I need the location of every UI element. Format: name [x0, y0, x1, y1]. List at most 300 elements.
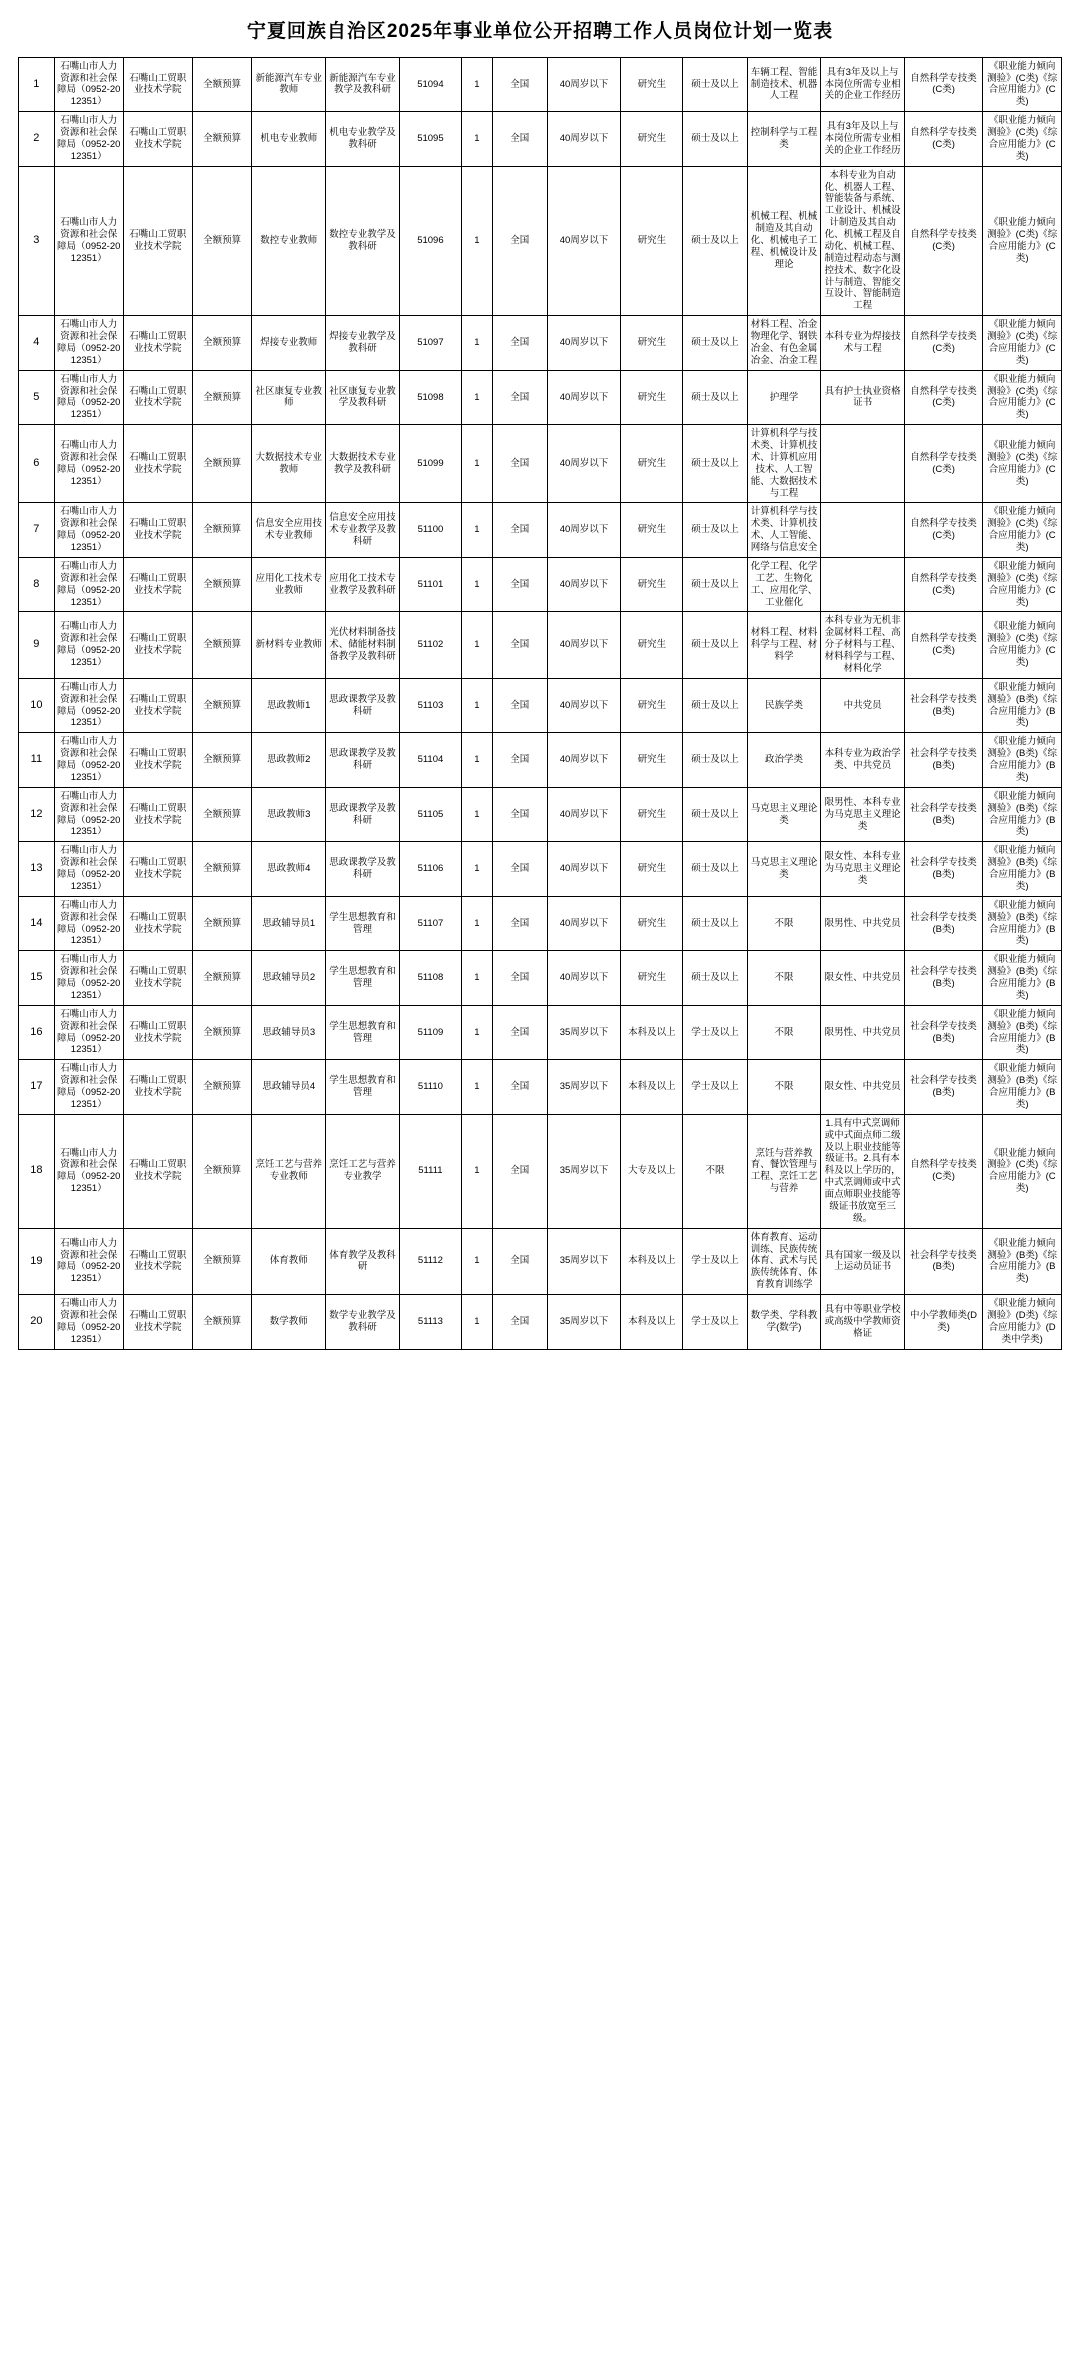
- cell-hire-count: 1: [461, 678, 492, 733]
- cell-other-conditions: 具有护士执业资格证书: [821, 370, 904, 425]
- cell-position-desc: 光伏材料制备技术、储能材料制备教学及教科研: [326, 612, 400, 678]
- cell-hire-scope: 全国: [492, 57, 547, 112]
- cell-other-conditions: 本科专业为焊接技术与工程: [821, 316, 904, 371]
- cell-major-requirement: 材料工程、冶金物理化学、钢铁冶金、有色金属冶金、冶金工程: [747, 316, 821, 371]
- cell-age-requirement: 40周岁以下: [547, 842, 621, 897]
- cell-position-desc: 焊接专业教学及教科研: [326, 316, 400, 371]
- cell-hire-count: 1: [461, 425, 492, 503]
- cell-row-index: 4: [19, 316, 55, 371]
- cell-other-conditions: 限男性、本科专业为马克思主义理论类: [821, 787, 904, 842]
- cell-dept: 石嘴山市人力资源和社会保障局（0952-2012351）: [54, 1060, 123, 1115]
- cell-degree-requirement: 硕士及以上: [683, 425, 747, 503]
- cell-degree-requirement: 硕士及以上: [683, 896, 747, 951]
- cell-funding: 全额预算: [192, 1114, 252, 1228]
- cell-dept: 石嘴山市人力资源和社会保障局（0952-2012351）: [54, 678, 123, 733]
- cell-row-index: 19: [19, 1228, 55, 1294]
- cell-other-conditions: 限女性、中共党员: [821, 951, 904, 1006]
- cell-position-code: 51105: [399, 787, 461, 842]
- cell-exam-subject: 《职业能力倾向测验》(C类)《综合应用能力》(C类): [983, 425, 1062, 503]
- cell-major-requirement: 计算机科学与技术类、计算机技术、人工智能、网络与信息安全: [747, 503, 821, 558]
- cell-position-desc: 学生思想教育和管理: [326, 1005, 400, 1060]
- cell-position-desc: 机电专业教学及教科研: [326, 112, 400, 167]
- cell-education-requirement: 研究生: [621, 370, 683, 425]
- cell-row-index: 6: [19, 425, 55, 503]
- cell-position-category: 社会科学专技类(B类): [904, 842, 983, 897]
- cell-row-index: 12: [19, 787, 55, 842]
- table-row: [19, 1005, 1062, 1060]
- table-row: [19, 166, 1062, 316]
- cell-education-requirement: 研究生: [621, 678, 683, 733]
- cell-hire-count: 1: [461, 787, 492, 842]
- cell-major-requirement: 数学类、学科教学(数学): [747, 1295, 821, 1350]
- cell-position-code: 51113: [399, 1295, 461, 1350]
- cell-other-conditions: 本科专业为政治学类、中共党员: [821, 733, 904, 788]
- cell-degree-requirement: 硕士及以上: [683, 678, 747, 733]
- table-row: [19, 896, 1062, 951]
- cell-unit: 石嘴山工贸职业技术学院: [123, 733, 192, 788]
- cell-exam-subject: 《职业能力倾向测验》(B类)《综合应用能力》(B类): [983, 733, 1062, 788]
- cell-age-requirement: 40周岁以下: [547, 166, 621, 316]
- cell-funding: 全额预算: [192, 1060, 252, 1115]
- cell-position-category: 自然科学专技类(C类): [904, 503, 983, 558]
- cell-funding: 全额预算: [192, 612, 252, 678]
- cell-age-requirement: 40周岁以下: [547, 951, 621, 1006]
- cell-hire-count: 1: [461, 557, 492, 612]
- table-row: [19, 370, 1062, 425]
- cell-position-name: 大数据技术专业教师: [252, 425, 326, 503]
- cell-major-requirement: 不限: [747, 951, 821, 1006]
- cell-degree-requirement: 不限: [683, 1114, 747, 1228]
- cell-funding: 全额预算: [192, 1228, 252, 1294]
- cell-position-category: 自然科学专技类(C类): [904, 112, 983, 167]
- cell-row-index: 10: [19, 678, 55, 733]
- cell-dept: 石嘴山市人力资源和社会保障局（0952-2012351）: [54, 842, 123, 897]
- cell-funding: 全额预算: [192, 557, 252, 612]
- cell-degree-requirement: 硕士及以上: [683, 370, 747, 425]
- cell-position-category: 自然科学专技类(C类): [904, 166, 983, 316]
- cell-dept: 石嘴山市人力资源和社会保障局（0952-2012351）: [54, 1005, 123, 1060]
- cell-row-index: 17: [19, 1060, 55, 1115]
- cell-position-name: 思政辅导员3: [252, 1005, 326, 1060]
- cell-position-category: 自然科学专技类(C类): [904, 557, 983, 612]
- cell-row-index: 2: [19, 112, 55, 167]
- table-row: [19, 733, 1062, 788]
- cell-unit: 石嘴山工贸职业技术学院: [123, 787, 192, 842]
- cell-funding: 全额预算: [192, 316, 252, 371]
- cell-major-requirement: 烹饪与营养教育、餐饮管理与工程、烹饪工艺与营养: [747, 1114, 821, 1228]
- cell-funding: 全额预算: [192, 166, 252, 316]
- cell-funding: 全额预算: [192, 503, 252, 558]
- cell-position-code: 51104: [399, 733, 461, 788]
- cell-hire-scope: 全国: [492, 951, 547, 1006]
- cell-row-index: 18: [19, 1114, 55, 1228]
- cell-hire-scope: 全国: [492, 896, 547, 951]
- cell-row-index: 14: [19, 896, 55, 951]
- cell-exam-subject: 《职业能力倾向测验》(B类)《综合应用能力》(B类): [983, 1228, 1062, 1294]
- cell-unit: 石嘴山工贸职业技术学院: [123, 896, 192, 951]
- cell-position-desc: 大数据技术专业教学及教科研: [326, 425, 400, 503]
- cell-hire-scope: 全国: [492, 112, 547, 167]
- cell-degree-requirement: 学士及以上: [683, 1060, 747, 1115]
- cell-exam-subject: 《职业能力倾向测验》(B类)《综合应用能力》(B类): [983, 1005, 1062, 1060]
- cell-position-category: 社会科学专技类(B类): [904, 896, 983, 951]
- table-row: [19, 1295, 1062, 1350]
- cell-major-requirement: 体育教育、运动训练、民族传统体育、武术与民族传统体育、体育教育训练学: [747, 1228, 821, 1294]
- cell-major-requirement: 不限: [747, 896, 821, 951]
- cell-age-requirement: 40周岁以下: [547, 678, 621, 733]
- cell-education-requirement: 本科及以上: [621, 1228, 683, 1294]
- cell-education-requirement: 本科及以上: [621, 1060, 683, 1115]
- cell-hire-scope: 全国: [492, 678, 547, 733]
- cell-row-index: 9: [19, 612, 55, 678]
- cell-exam-subject: 《职业能力倾向测验》(C类)《综合应用能力》(C类): [983, 1114, 1062, 1228]
- cell-dept: 石嘴山市人力资源和社会保障局（0952-2012351）: [54, 425, 123, 503]
- table-row: [19, 316, 1062, 371]
- cell-dept: 石嘴山市人力资源和社会保障局（0952-2012351）: [54, 1114, 123, 1228]
- cell-position-category: 社会科学专技类(B类): [904, 678, 983, 733]
- cell-funding: 全额预算: [192, 370, 252, 425]
- cell-major-requirement: 计算机科学与技术类、计算机技术、计算机应用技术、人工智能、大数据技术与工程: [747, 425, 821, 503]
- cell-dept: 石嘴山市人力资源和社会保障局（0952-2012351）: [54, 1295, 123, 1350]
- cell-hire-scope: 全国: [492, 557, 547, 612]
- cell-position-desc: 社区康复专业教学及教科研: [326, 370, 400, 425]
- cell-position-category: 自然科学专技类(C类): [904, 612, 983, 678]
- cell-position-code: 51098: [399, 370, 461, 425]
- page-title: 宁夏回族自治区2025年事业单位公开招聘工作人员岗位计划一览表: [246, 21, 834, 42]
- cell-position-name: 思政教师1: [252, 678, 326, 733]
- cell-other-conditions: 具有3年及以上与本岗位所需专业相关的企业工作经历: [821, 112, 904, 167]
- cell-age-requirement: 35周岁以下: [547, 1005, 621, 1060]
- cell-unit: 石嘴山工贸职业技术学院: [123, 503, 192, 558]
- cell-position-code: 51094: [399, 57, 461, 112]
- cell-education-requirement: 研究生: [621, 316, 683, 371]
- cell-position-desc: 应用化工技术专业教学及教科研: [326, 557, 400, 612]
- cell-position-code: 51097: [399, 316, 461, 371]
- cell-degree-requirement: 硕士及以上: [683, 166, 747, 316]
- cell-other-conditions: [821, 503, 904, 558]
- cell-funding: 全额预算: [192, 951, 252, 1006]
- cell-position-code: 51095: [399, 112, 461, 167]
- cell-exam-subject: 《职业能力倾向测验》(B类)《综合应用能力》(B类): [983, 678, 1062, 733]
- cell-education-requirement: 研究生: [621, 787, 683, 842]
- cell-position-name: 思政辅导员4: [252, 1060, 326, 1115]
- cell-row-index: 3: [19, 166, 55, 316]
- cell-hire-count: 1: [461, 842, 492, 897]
- cell-age-requirement: 40周岁以下: [547, 425, 621, 503]
- cell-position-name: 社区康复专业教师: [252, 370, 326, 425]
- cell-hire-scope: 全国: [492, 503, 547, 558]
- cell-hire-count: 1: [461, 166, 492, 316]
- cell-age-requirement: 40周岁以下: [547, 557, 621, 612]
- cell-dept: 石嘴山市人力资源和社会保障局（0952-2012351）: [54, 787, 123, 842]
- cell-position-name: 思政教师4: [252, 842, 326, 897]
- cell-hire-count: 1: [461, 896, 492, 951]
- cell-position-category: 社会科学专技类(B类): [904, 1228, 983, 1294]
- cell-unit: 石嘴山工贸职业技术学院: [123, 1295, 192, 1350]
- cell-age-requirement: 40周岁以下: [547, 112, 621, 167]
- cell-position-desc: 信息安全应用技术专业教学及教科研: [326, 503, 400, 558]
- cell-funding: 全额预算: [192, 57, 252, 112]
- cell-position-name: 焊接专业教师: [252, 316, 326, 371]
- cell-age-requirement: 40周岁以下: [547, 896, 621, 951]
- cell-position-code: 51107: [399, 896, 461, 951]
- table-row: [19, 951, 1062, 1006]
- cell-other-conditions: 限女性、中共党员: [821, 1060, 904, 1115]
- cell-other-conditions: 中共党员: [821, 678, 904, 733]
- table-row: [19, 503, 1062, 558]
- cell-row-index: 16: [19, 1005, 55, 1060]
- cell-other-conditions: 1.具有中式烹调师或中式面点师二级及以上职业技能等级证书。2.具有本科及以上学历的，中式烹调师或中式面点师职业技能等级证书放宽至三级。: [821, 1114, 904, 1228]
- cell-position-name: 思政教师3: [252, 787, 326, 842]
- cell-position-desc: 思政课教学及教科研: [326, 733, 400, 788]
- cell-row-index: 20: [19, 1295, 55, 1350]
- cell-funding: 全额预算: [192, 425, 252, 503]
- cell-hire-count: 1: [461, 316, 492, 371]
- cell-other-conditions: 限男性、中共党员: [821, 1005, 904, 1060]
- cell-major-requirement: 政治学类: [747, 733, 821, 788]
- cell-unit: 石嘴山工贸职业技术学院: [123, 370, 192, 425]
- cell-hire-scope: 全国: [492, 612, 547, 678]
- cell-funding: 全额预算: [192, 1005, 252, 1060]
- cell-major-requirement: 马克思主义理论类: [747, 787, 821, 842]
- cell-position-category: 社会科学专技类(B类): [904, 1005, 983, 1060]
- cell-other-conditions: [821, 557, 904, 612]
- cell-position-category: 社会科学专技类(B类): [904, 951, 983, 1006]
- cell-age-requirement: 40周岁以下: [547, 612, 621, 678]
- cell-degree-requirement: 硕士及以上: [683, 612, 747, 678]
- cell-other-conditions: 具有中等职业学校或高级中学教师资格证: [821, 1295, 904, 1350]
- cell-position-name: 思政教师2: [252, 733, 326, 788]
- cell-funding: 全额预算: [192, 896, 252, 951]
- cell-position-code: 51106: [399, 842, 461, 897]
- cell-degree-requirement: 学士及以上: [683, 1228, 747, 1294]
- cell-unit: 石嘴山工贸职业技术学院: [123, 57, 192, 112]
- cell-hire-scope: 全国: [492, 1060, 547, 1115]
- cell-position-desc: 体育教学及教科研: [326, 1228, 400, 1294]
- table-row: [19, 678, 1062, 733]
- cell-dept: 石嘴山市人力资源和社会保障局（0952-2012351）: [54, 557, 123, 612]
- table-row: [19, 425, 1062, 503]
- cell-exam-subject: 《职业能力倾向测验》(C类)《综合应用能力》(C类): [983, 166, 1062, 316]
- cell-age-requirement: 35周岁以下: [547, 1295, 621, 1350]
- cell-position-code: 51100: [399, 503, 461, 558]
- cell-position-desc: 学生思想教育和管理: [326, 1060, 400, 1115]
- cell-major-requirement: 马克思主义理论类: [747, 842, 821, 897]
- cell-position-desc: 数学专业教学及教科研: [326, 1295, 400, 1350]
- cell-dept: 石嘴山市人力资源和社会保障局（0952-2012351）: [54, 733, 123, 788]
- cell-hire-scope: 全国: [492, 1295, 547, 1350]
- cell-dept: 石嘴山市人力资源和社会保障局（0952-2012351）: [54, 1228, 123, 1294]
- cell-position-desc: 学生思想教育和管理: [326, 896, 400, 951]
- cell-position-code: 51110: [399, 1060, 461, 1115]
- cell-education-requirement: 研究生: [621, 166, 683, 316]
- cell-position-name: 机电专业教师: [252, 112, 326, 167]
- cell-age-requirement: 40周岁以下: [547, 57, 621, 112]
- cell-education-requirement: 研究生: [621, 733, 683, 788]
- cell-education-requirement: 研究生: [621, 112, 683, 167]
- cell-row-index: 13: [19, 842, 55, 897]
- cell-education-requirement: 研究生: [621, 951, 683, 1006]
- cell-position-category: 自然科学专技类(C类): [904, 57, 983, 112]
- cell-exam-subject: 《职业能力倾向测验》(B类)《综合应用能力》(B类): [983, 787, 1062, 842]
- cell-unit: 石嘴山工贸职业技术学院: [123, 1060, 192, 1115]
- cell-hire-scope: 全国: [492, 370, 547, 425]
- cell-unit: 石嘴山工贸职业技术学院: [123, 557, 192, 612]
- cell-education-requirement: 研究生: [621, 557, 683, 612]
- cell-unit: 石嘴山工贸职业技术学院: [123, 842, 192, 897]
- cell-funding: 全额预算: [192, 1295, 252, 1350]
- cell-exam-subject: 《职业能力倾向测验》(B类)《综合应用能力》(B类): [983, 951, 1062, 1006]
- cell-hire-count: 1: [461, 951, 492, 1006]
- cell-position-category: 中小学教师类(D类): [904, 1295, 983, 1350]
- table-row: [19, 557, 1062, 612]
- cell-position-code: 51103: [399, 678, 461, 733]
- cell-other-conditions: 本科专业为自动化、机器人工程、智能装备与系统、工业设计、机械设计制造及其自动化、机械工程及自动化、机械工程、制造过程动态与测控技术、数字化设计与制造、智能交互设计、智能制造工程: [821, 166, 904, 316]
- cell-position-name: 信息安全应用技术专业教师: [252, 503, 326, 558]
- cell-unit: 石嘴山工贸职业技术学院: [123, 1114, 192, 1228]
- cell-age-requirement: 35周岁以下: [547, 1114, 621, 1228]
- cell-other-conditions: 限女性、本科专业为马克思主义理论类: [821, 842, 904, 897]
- cell-position-desc: 烹饪工艺与营养专业教学: [326, 1114, 400, 1228]
- cell-degree-requirement: 硕士及以上: [683, 951, 747, 1006]
- cell-position-name: 新能源汽车专业教师: [252, 57, 326, 112]
- cell-hire-count: 1: [461, 1295, 492, 1350]
- cell-hire-scope: 全国: [492, 425, 547, 503]
- cell-education-requirement: 研究生: [621, 896, 683, 951]
- cell-unit: 石嘴山工贸职业技术学院: [123, 1005, 192, 1060]
- cell-hire-scope: 全国: [492, 316, 547, 371]
- cell-exam-subject: 《职业能力倾向测验》(B类)《综合应用能力》(B类): [983, 1060, 1062, 1115]
- cell-major-requirement: 民族学类: [747, 678, 821, 733]
- cell-position-name: 数控专业教师: [252, 166, 326, 316]
- table-row: [19, 112, 1062, 167]
- cell-dept: 石嘴山市人力资源和社会保障局（0952-2012351）: [54, 503, 123, 558]
- cell-hire-count: 1: [461, 370, 492, 425]
- cell-funding: 全额预算: [192, 842, 252, 897]
- cell-hire-count: 1: [461, 1114, 492, 1228]
- cell-degree-requirement: 学士及以上: [683, 1005, 747, 1060]
- cell-position-code: 51109: [399, 1005, 461, 1060]
- cell-position-category: 社会科学专技类(B类): [904, 787, 983, 842]
- cell-age-requirement: 40周岁以下: [547, 370, 621, 425]
- cell-hire-scope: 全国: [492, 166, 547, 316]
- cell-position-desc: 思政课教学及教科研: [326, 842, 400, 897]
- cell-other-conditions: 本科专业为无机非金属材料工程、高分子材料与工程、材料科学与工程、材料化学: [821, 612, 904, 678]
- table-row: [19, 1114, 1062, 1228]
- cell-exam-subject: 《职业能力倾向测验》(C类)《综合应用能力》(C类): [983, 57, 1062, 112]
- cell-degree-requirement: 硕士及以上: [683, 112, 747, 167]
- cell-position-desc: 思政课教学及教科研: [326, 787, 400, 842]
- cell-degree-requirement: 硕士及以上: [683, 316, 747, 371]
- cell-exam-subject: 《职业能力倾向测验》(C类)《综合应用能力》(C类): [983, 612, 1062, 678]
- table-row: [19, 842, 1062, 897]
- cell-dept: 石嘴山市人力资源和社会保障局（0952-2012351）: [54, 951, 123, 1006]
- cell-education-requirement: 本科及以上: [621, 1295, 683, 1350]
- cell-hire-count: 1: [461, 612, 492, 678]
- cell-hire-count: 1: [461, 1005, 492, 1060]
- cell-exam-subject: 《职业能力倾向测验》(B类)《综合应用能力》(B类): [983, 896, 1062, 951]
- cell-row-index: 1: [19, 57, 55, 112]
- cell-hire-count: 1: [461, 733, 492, 788]
- cell-position-category: 社会科学专技类(B类): [904, 733, 983, 788]
- cell-unit: 石嘴山工贸职业技术学院: [123, 678, 192, 733]
- cell-education-requirement: 研究生: [621, 503, 683, 558]
- cell-row-index: 15: [19, 951, 55, 1006]
- cell-degree-requirement: 硕士及以上: [683, 842, 747, 897]
- cell-major-requirement: 控制科学与工程类: [747, 112, 821, 167]
- cell-hire-count: 1: [461, 503, 492, 558]
- cell-dept: 石嘴山市人力资源和社会保障局（0952-2012351）: [54, 612, 123, 678]
- cell-degree-requirement: 硕士及以上: [683, 787, 747, 842]
- cell-position-code: 51096: [399, 166, 461, 316]
- cell-age-requirement: 40周岁以下: [547, 787, 621, 842]
- cell-hire-count: 1: [461, 1060, 492, 1115]
- cell-hire-scope: 全国: [492, 842, 547, 897]
- cell-position-code: 51108: [399, 951, 461, 1006]
- cell-dept: 石嘴山市人力资源和社会保障局（0952-2012351）: [54, 166, 123, 316]
- cell-major-requirement: 材料工程、材料科学与工程、材料学: [747, 612, 821, 678]
- cell-row-index: 5: [19, 370, 55, 425]
- cell-education-requirement: 研究生: [621, 425, 683, 503]
- cell-unit: 石嘴山工贸职业技术学院: [123, 166, 192, 316]
- cell-position-desc: 思政课教学及教科研: [326, 678, 400, 733]
- table-row: [19, 612, 1062, 678]
- cell-position-code: 51102: [399, 612, 461, 678]
- cell-hire-scope: 全国: [492, 1114, 547, 1228]
- cell-position-name: 思政辅导员2: [252, 951, 326, 1006]
- table-body: [19, 57, 1062, 1349]
- cell-position-code: 51111: [399, 1114, 461, 1228]
- cell-dept: 石嘴山市人力资源和社会保障局（0952-2012351）: [54, 316, 123, 371]
- cell-age-requirement: 40周岁以下: [547, 316, 621, 371]
- cell-row-index: 7: [19, 503, 55, 558]
- cell-major-requirement: 车辆工程、智能制造技术、机器人工程: [747, 57, 821, 112]
- cell-dept: 石嘴山市人力资源和社会保障局（0952-2012351）: [54, 896, 123, 951]
- cell-degree-requirement: 硕士及以上: [683, 57, 747, 112]
- cell-row-index: 8: [19, 557, 55, 612]
- cell-position-name: 思政辅导员1: [252, 896, 326, 951]
- cell-other-conditions: [821, 425, 904, 503]
- cell-position-category: 自然科学专技类(C类): [904, 370, 983, 425]
- cell-hire-scope: 全国: [492, 1005, 547, 1060]
- cell-major-requirement: 机械工程、机械制造及其自动化、机械电子工程、机械设计及理论: [747, 166, 821, 316]
- cell-age-requirement: 40周岁以下: [547, 733, 621, 788]
- cell-unit: 石嘴山工贸职业技术学院: [123, 316, 192, 371]
- cell-other-conditions: 限男性、中共党员: [821, 896, 904, 951]
- cell-exam-subject: 《职业能力倾向测验》(D类)《综合应用能力》(D类中学类): [983, 1295, 1062, 1350]
- cell-funding: 全额预算: [192, 678, 252, 733]
- cell-major-requirement: 不限: [747, 1005, 821, 1060]
- table-row: [19, 57, 1062, 112]
- cell-position-desc: 学生思想教育和管理: [326, 951, 400, 1006]
- cell-hire-count: 1: [461, 1228, 492, 1294]
- cell-hire-count: 1: [461, 57, 492, 112]
- job-plan-table: [18, 57, 1062, 1350]
- cell-hire-count: 1: [461, 112, 492, 167]
- cell-major-requirement: 护理学: [747, 370, 821, 425]
- cell-position-code: 51101: [399, 557, 461, 612]
- cell-degree-requirement: 硕士及以上: [683, 557, 747, 612]
- cell-unit: 石嘴山工贸职业技术学院: [123, 1228, 192, 1294]
- cell-position-category: 社会科学专技类(B类): [904, 1060, 983, 1115]
- cell-position-category: 自然科学专技类(C类): [904, 316, 983, 371]
- cell-education-requirement: 研究生: [621, 57, 683, 112]
- table-row: [19, 1228, 1062, 1294]
- cell-dept: 石嘴山市人力资源和社会保障局（0952-2012351）: [54, 112, 123, 167]
- cell-exam-subject: 《职业能力倾向测验》(C类)《综合应用能力》(C类): [983, 370, 1062, 425]
- cell-age-requirement: 40周岁以下: [547, 503, 621, 558]
- cell-education-requirement: 研究生: [621, 612, 683, 678]
